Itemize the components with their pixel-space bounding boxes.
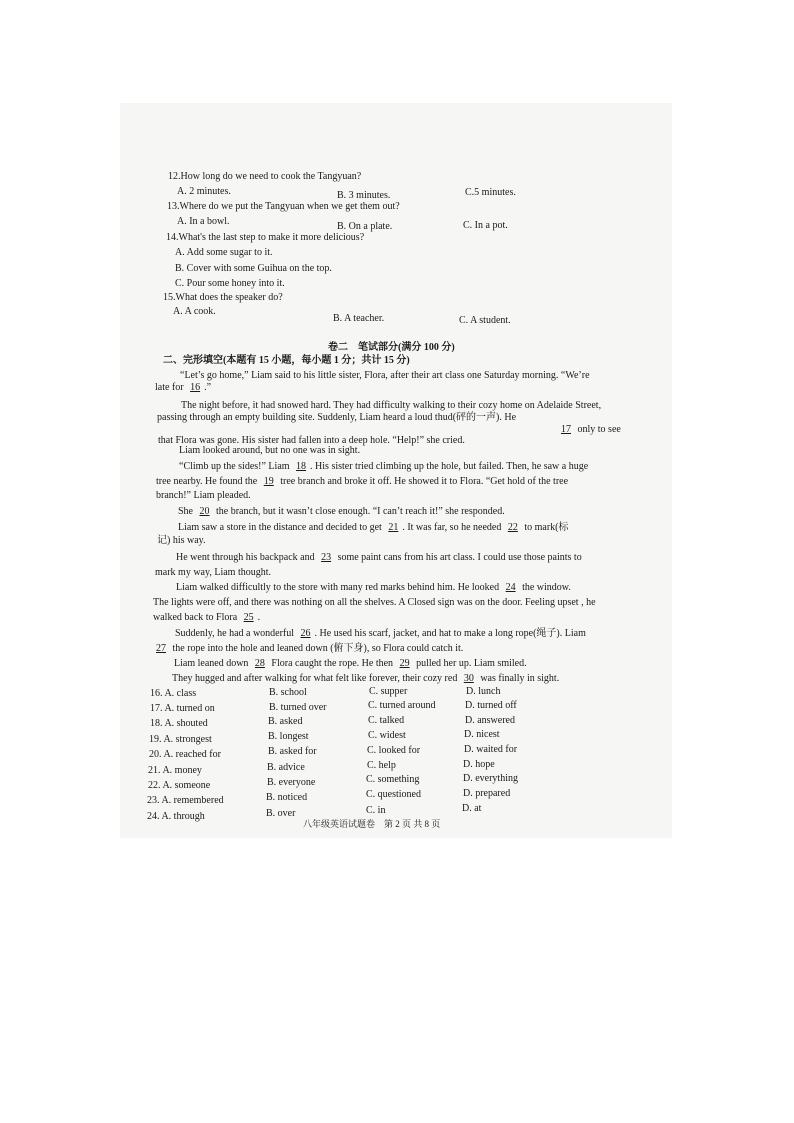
passage-text: some paint cans from his art class. I could use those paints to <box>337 552 582 563</box>
option-23-d: D. prepared <box>463 788 511 799</box>
passage-text: She <box>178 506 193 517</box>
blank-19: 19 <box>263 476 274 487</box>
passage-line <box>176 582 571 594</box>
passage-line: The night before, it had snowed hard. They had difficulty walking to their cozy home on Adelaide Street, <box>181 400 602 411</box>
question-12-option-b: B. 3 minutes. <box>337 190 391 201</box>
passage-text: . It was far, so he needed <box>402 522 502 533</box>
passage-line: passing through an empty building site. Suddenly, Liam heard a loud thud(砰的一声). He <box>157 412 517 423</box>
passage-text: tree nearby. He found the <box>156 476 258 487</box>
option-24-c: C. in <box>366 805 386 816</box>
question-15-stem: 15.What does the speaker do? <box>163 292 283 303</box>
option-16-c: C. supper <box>369 686 408 697</box>
passage-text: was finally in sight. <box>480 673 560 684</box>
passage-line: “Let’s go home,” Liam said to his little sister, Flora, after their art class one Saturday morning. “We’re <box>180 370 590 381</box>
passage-line <box>178 522 569 534</box>
question-13-option-c: C. In a pot. <box>463 220 508 231</box>
passage-text: “Climb up the sides!” Liam <box>179 461 290 472</box>
question-13-stem: 13.Where do we put the Tangyuan when we get them out? <box>167 201 400 212</box>
blank-29: 29 <box>399 658 410 669</box>
question-13-option-b: B. On a plate. <box>337 221 393 232</box>
option-23-c: C. questioned <box>366 789 421 800</box>
section-title: 卷二 笔试部分(满分 100 分) <box>328 342 455 353</box>
question-14-option-b: B. Cover with some Guihua on the top. <box>175 263 332 274</box>
passage-line <box>152 643 463 655</box>
passage-text: . <box>257 612 261 623</box>
blank-22: 22 <box>507 522 518 533</box>
option-20-d: D. waited for <box>464 744 518 755</box>
option-19-c: C. widest <box>368 730 406 741</box>
option-16-b: B. school <box>269 687 307 698</box>
option-24-b: B. over <box>266 808 296 819</box>
blank-28: 28 <box>254 658 265 669</box>
passage-line: 记) his way. <box>157 535 206 546</box>
option-18-a: 18. A. shouted <box>150 718 208 729</box>
passage-text: Flora caught the rope. He then <box>271 658 394 669</box>
passage-text: only to see <box>577 424 621 435</box>
option-23-b: B. noticed <box>266 792 308 803</box>
passage-line: that Flora was gone. His sister had fallen into a deep hole. “Help!” she cried. <box>158 435 465 446</box>
question-12-option-a: A. 2 minutes. <box>177 186 231 197</box>
option-21-c: C. help <box>367 760 396 771</box>
passage-line <box>174 658 527 670</box>
passage-line <box>156 476 568 488</box>
passage-line <box>175 628 586 640</box>
passage-text: tree branch and broke it off. He showed it to Flora. “Get hold of the tree <box>280 476 569 487</box>
section-heading: 二、完形填空(本题有 15 小题，每小题 1 分；共计 15 分) <box>163 355 410 366</box>
passage-line <box>172 673 559 685</box>
option-21-b: B. advice <box>267 762 305 773</box>
passage-line <box>179 461 588 473</box>
blank-21: 21 <box>388 522 399 533</box>
option-20-c: C. looked for <box>367 745 421 756</box>
blank-30: 30 <box>463 673 474 684</box>
option-16-a: 16. A. class <box>150 688 197 699</box>
option-19-d: D. nicest <box>464 729 500 740</box>
option-22-c: C. something <box>366 774 420 785</box>
question-12-option-c: C.5 minutes. <box>465 187 516 198</box>
passage-text: the branch, but it wasn’t close enough. “I can’t reach it!” she responded. <box>216 506 505 517</box>
passage-text: Suddenly, he had a wonderful <box>175 628 295 639</box>
passage-text: . He used his scarf, jacket, and hat to make a long rope(绳子). Liam <box>314 628 586 639</box>
option-18-b: B. asked <box>268 716 303 727</box>
passage-text: the rope into the hole and leaned down (俯下身), so Flora could catch it. <box>172 643 464 654</box>
passage-line: Liam looked around, but no one was in sight. <box>179 445 361 456</box>
blank-16: 16 <box>190 382 201 393</box>
question-12-stem: 12.How long do we need to cook the Tangyuan? <box>168 171 362 182</box>
blank-17: 17 <box>561 424 571 435</box>
option-17-d: D. turned off <box>465 700 517 711</box>
question-14-stem: 14.What's the last step to make it more delicious? <box>166 232 365 243</box>
option-17-a: 17. A. turned on <box>150 703 215 714</box>
passage-text: walked back to Flora <box>153 612 238 623</box>
question-14-option-a: A. Add some sugar to it. <box>175 247 273 258</box>
question-14-option-c: C. Pour some honey into it. <box>175 278 285 289</box>
option-17-b: B. turned over <box>269 702 327 713</box>
passage-text: He went through his backpack and <box>176 552 315 563</box>
option-19-b: B. longest <box>268 731 309 742</box>
passage-text: They hugged and after walking for what felt like forever, their cozy red <box>172 673 458 684</box>
question-13-option-a: A. In a bowl. <box>177 216 230 227</box>
blank-26: 26 <box>300 628 311 639</box>
passage-text: Liam walked difficultly to the store with many red marks behind him. He looked <box>176 582 500 593</box>
blank-23: 23 <box>321 552 332 563</box>
page-footer: 八年级英语试题卷 第 2 页 共 8 页 <box>303 819 441 829</box>
passage-line: branch!” Liam pleaded. <box>156 490 251 501</box>
option-24-a: 24. A. through <box>147 811 205 822</box>
option-18-c: C. talked <box>368 715 405 726</box>
passage-text: Liam leaned down <box>174 658 249 669</box>
passage-text: Liam saw a store in the distance and decided to get <box>178 522 382 533</box>
blank-27: 27 <box>156 643 166 654</box>
blank-18: 18 <box>296 461 307 472</box>
passage-line <box>178 506 505 518</box>
passage-line <box>176 552 582 564</box>
passage-text: .” <box>204 382 212 393</box>
option-24-d: D. at <box>462 803 482 814</box>
option-19-a: 19. A. strongest <box>149 734 212 745</box>
blank-25: 25 <box>243 612 254 623</box>
option-16-d: D. lunch <box>466 686 501 697</box>
passage-line <box>155 382 211 394</box>
option-20-a: 20. A. reached for <box>149 749 221 760</box>
option-21-a: 21. A. money <box>148 765 202 776</box>
passage-text: pulled her up. Liam smiled. <box>416 658 527 669</box>
passage-line: mark my way, Liam thought. <box>155 567 271 578</box>
question-15-option-c: C. A student. <box>459 315 511 326</box>
question-15-option-a: A. A cook. <box>173 306 216 317</box>
question-15-option-b: B. A teacher. <box>333 313 385 324</box>
passage-line: The lights were off, and there was nothing on all the shelves. A Closed sign was on the door. Feeling upset , he <box>153 597 596 608</box>
blank-24: 24 <box>505 582 516 593</box>
option-18-d: D. answered <box>465 715 515 726</box>
passage-text: the window. <box>522 582 571 593</box>
passage-text: late for <box>155 382 184 393</box>
option-22-a: 22. A. someone <box>148 780 211 791</box>
option-17-c: C. turned around <box>368 700 436 711</box>
passage-text: to mark(标 <box>524 522 569 533</box>
passage-line <box>153 612 260 624</box>
option-23-a: 23. A. remembered <box>147 795 224 806</box>
passage-line <box>557 424 621 436</box>
option-21-d: D. hope <box>463 759 495 770</box>
option-22-d: D. everything <box>463 773 518 784</box>
option-20-b: B. asked for <box>268 746 317 757</box>
option-22-b: B. everyone <box>267 777 316 788</box>
blank-20: 20 <box>199 506 210 517</box>
passage-text: . His sister tried climbing up the hole, but failed. Then, he saw a huge <box>310 461 589 472</box>
